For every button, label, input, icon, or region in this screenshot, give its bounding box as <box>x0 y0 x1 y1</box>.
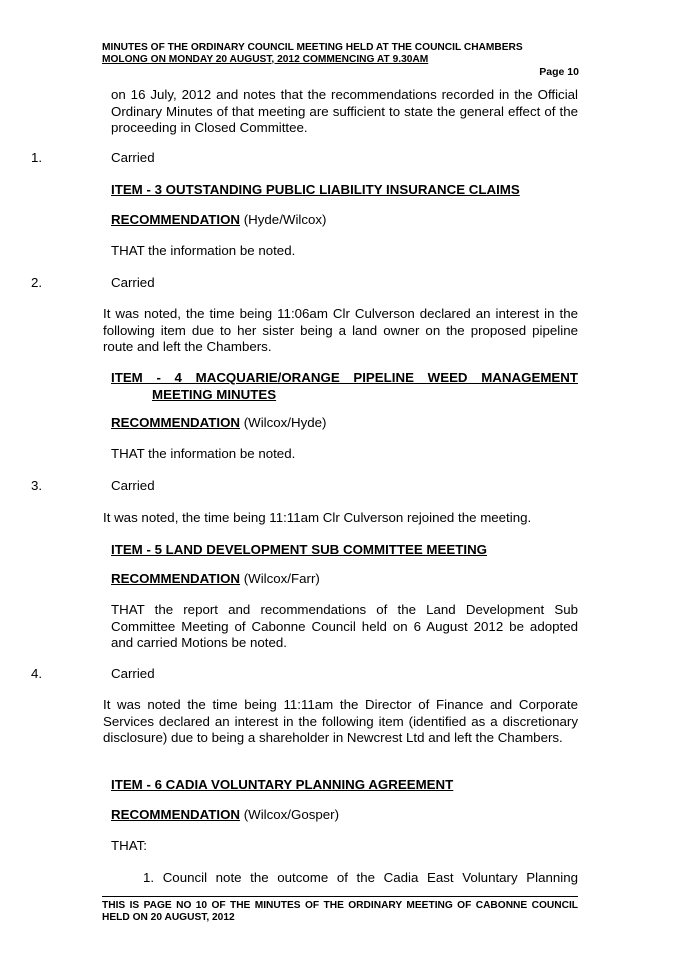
note-paragraph: It was noted, the time being 11:06am Clr Culverson declared an interest in the following item due to her sister being a land owner on the proposed pipeline route and left the Chambers. <box>103 306 578 354</box>
item-6-recommendation <box>111 807 578 824</box>
resolution-number: 1. <box>31 150 43 165</box>
resolution-number: 3. <box>31 478 43 493</box>
page-footer: THIS IS PAGE NO 10 OF THE MINUTES OF THE ORDINARY MEETING OF CABONNE COUNCIL HELD ON 20 AUGUST, 2012 <box>102 896 578 923</box>
resolution-number: 2. <box>31 275 43 290</box>
item-4-heading-line-2: MEETING MINUTES <box>152 386 277 402</box>
resolution-number: 4. <box>31 666 43 681</box>
page-number: Page 10 <box>539 66 579 78</box>
recommendation-label: RECOMMENDATION <box>111 571 241 586</box>
item-3-recommendation <box>111 212 578 229</box>
item-4-heading-line-1: ITEM - 4 MACQUARIE/ORANGE PIPELINE WEED MANAGEMENT <box>111 370 578 385</box>
recommendation-label: RECOMMENDATION <box>111 212 241 227</box>
recommendation-movers: (Hyde/Wilcox) <box>240 212 327 227</box>
note-paragraph: It was noted the time being 11:11am the Director of Finance and Corporate Services declared an interest in the following item (identified as a discretionary disclosure) due to being a shareholder in Newcrest Ltd and left the Chambers. <box>103 697 578 745</box>
item-6-that: THAT: <box>111 838 147 853</box>
header-line-2: MOLONG ON MONDAY 20 AUGUST, 2012 COMMENCING AT 9.30AM <box>102 53 429 65</box>
item-4-body: THAT the information be noted. <box>111 446 296 461</box>
item-5-recommendation <box>111 571 578 588</box>
item-3-heading: ITEM - 3 OUTSTANDING PUBLIC LIABILITY INSURANCE CLAIMS <box>111 182 520 197</box>
recommendation-movers: (Wilcox/Farr) <box>240 571 320 586</box>
intro-paragraph: on 16 July, 2012 and notes that the recommendations recorded in the Official Ordinary Minutes of that meeting are sufficient to state the general effect of the proceeding in Closed Committee. <box>111 87 578 135</box>
item-6-point-1: 1. Council note the outcome of the Cadia East Voluntary Planning <box>143 870 578 885</box>
item-4-heading <box>111 370 578 403</box>
resolution-status: Carried <box>111 478 155 493</box>
recommendation-label: RECOMMENDATION <box>111 807 241 822</box>
resolution-status: Carried <box>111 275 155 290</box>
item-5-heading: ITEM - 5 LAND DEVELOPMENT SUB COMMITTEE MEETING <box>111 542 488 557</box>
recommendation-movers: (Wilcox/Gosper) <box>240 807 340 822</box>
resolution-status: Carried <box>111 150 155 165</box>
header-line-1: MINUTES OF THE ORDINARY COUNCIL MEETING HELD AT THE COUNCIL CHAMBERS <box>102 42 523 53</box>
item-4-recommendation <box>111 415 578 432</box>
recommendation-label: RECOMMENDATION <box>111 415 241 430</box>
resolution-status: Carried <box>111 666 155 681</box>
item-3-body: THAT the information be noted. <box>111 243 296 258</box>
note-paragraph: It was noted, the time being 11:11am Clr Culverson rejoined the meeting. <box>103 510 532 525</box>
document-header <box>102 42 578 65</box>
item-6-heading: ITEM - 6 CADIA VOLUNTARY PLANNING AGREEMENT <box>111 777 454 792</box>
recommendation-movers: (Wilcox/Hyde) <box>240 415 327 430</box>
item-5-body: THAT the report and recommendations of the Land Development Sub Committee Meeting of Cabonne Council held on 6 August 2012 be adopted and carried Motions be noted. <box>111 602 578 650</box>
